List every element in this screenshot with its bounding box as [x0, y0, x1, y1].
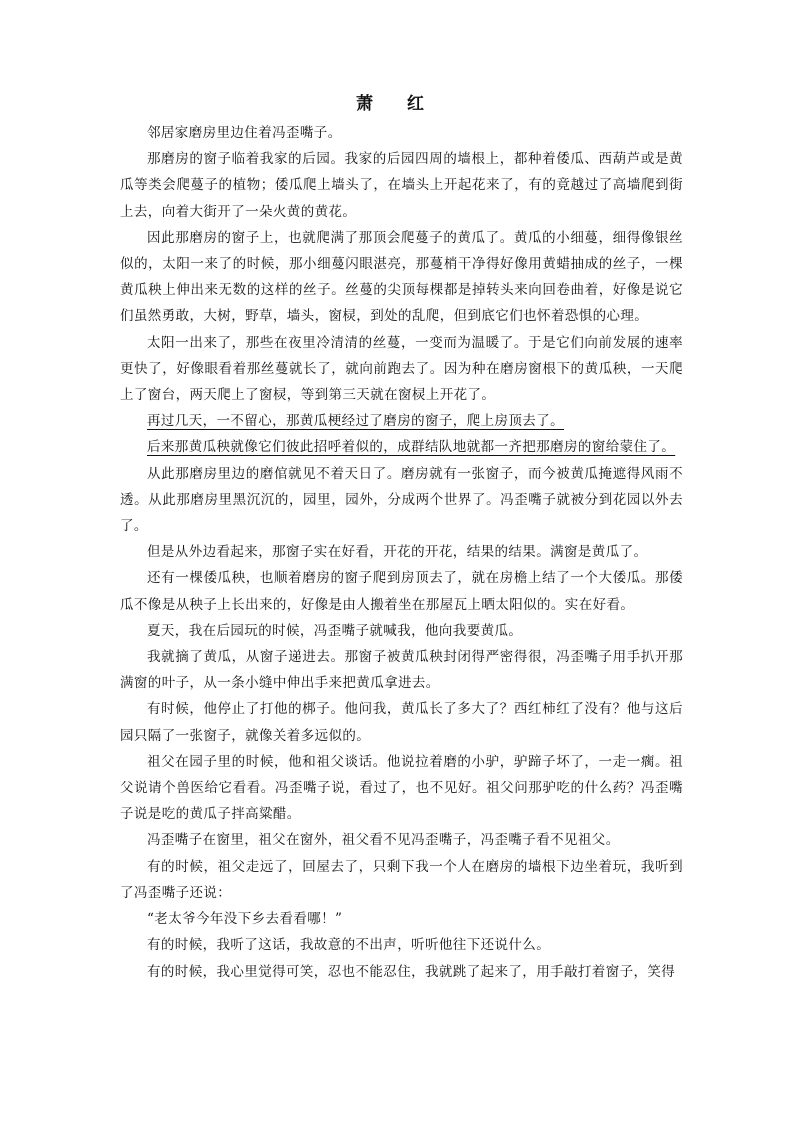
paragraph: 有的时候，祖父走远了，回屋去了，只剩下我一个人在磨房的墙根下边坐着玩，我听到了冯歪嘴子还说：: [120, 858, 683, 901]
article-body: [120, 120, 683, 985]
paragraph: 因此那磨房的窗子上，也就爬满了那顶会爬蔓子的黄瓜了。黄瓜的小细蔓，细得像银丝似的，太阳一来了的时候，那小细蔓闪眼湛亮，那蔓梢干净得好像用黄蜡抽成的丝子，一棵黄瓜秧上伸出来无数的这样的丝子。丝蔓的尖顶每棵都是掉转头来向回卷曲着，好像是说它们虽然勇敢，大树，野草，墙头，窗棂，到处的乱爬，但到底它们也怀着恐惧的心理。: [120, 229, 683, 325]
paragraph: 夏天，我在后园玩的时候，冯歪嘴子就喊我，他向我要黄瓜。: [147, 622, 523, 639]
underlined-sentence: 再过几天，一不留心，那黄瓜梗经过了磨房的窗子，爬上房顶去了。: [147, 413, 564, 430]
paragraph: 我就摘了黄瓜，从窗子递进去。那窗子被黄瓜秧封闭得严密得很，冯歪嘴子用手扒开那满窗的叶子，从一条小缝中伸出手来把黄瓜拿进去。: [120, 649, 683, 692]
paragraph: 从此那磨房里边的磨倌就见不着天日了。磨房就有一张窗子，而今被黄瓜掩遮得风雨不透。从此那磨房里黑沉沉的，园里，园外，分成两个世界了。冯歪嘴子就被分到花园以外去了。: [120, 465, 683, 535]
paragraph: 有的时候，我心里觉得可笑，忍也不能忍住，我就跳了起来了，用手敲打着窗子，笑得: [147, 963, 676, 980]
paragraph: 还有一棵倭瓜秧，也顺着磨房的窗子爬到房顶去了，就在房檐上结了一个大倭瓜。那倭瓜不像是从秧子上长出来的，好像是由人搬着坐在那屋瓦上晒太阳似的。实在好看。: [120, 570, 683, 613]
paragraph: 邻居家磨房里边住着冯歪嘴子。: [147, 125, 342, 141]
underlined-paragraph: [120, 408, 683, 434]
paragraph: 有时候，他停止了打他的梆子。他问我，黄瓜长了多大了？西红柿红了没有？他与这后园只隔了一张窗子，就像关着多远似的。: [120, 701, 683, 744]
paragraph: 但是从外边看起来，那窗子实在好看，开花的开花，结果的结果。满窗是黄瓜了。: [147, 544, 648, 561]
paragraph: 有的时候，我听了这话，我故意的不出声，听听他往下还说什么。: [147, 937, 551, 954]
underlined-sentence: 后来那黄瓜秧就像它们彼此招呼着似的，成群结队地就都一齐把那磨房的窗给蒙住了。: [147, 439, 676, 456]
paragraph: 祖父在园子里的时候，他和祖父谈话。他说拉着磨的小驴，驴蹄子坏了，一走一瘸。祖父说请个兽医给它看看。冯歪嘴子说，看过了，也不见好。祖父问那驴吃的什么药？冯歪嘴子说是吃的黄瓜子拌高粱醋。: [120, 753, 683, 823]
paragraph: 太阳一出来了，那些在夜里冷清清的丝蔓，一变而为温暖了。于是它们向前发展的速率更快了，好像眼看着那丝蔓就长了，就向前跑去了。因为种在磨房窗根下的黄瓜秧，一天爬上了窗台，两天爬上了窗棂，等到第三天就在窗棂上开花了。: [120, 334, 683, 404]
underlined-paragraph: [120, 434, 683, 460]
paragraph: 冯歪嘴子在窗里，祖父在窗外，祖父看不见冯歪嘴子，冯歪嘴子看不见祖父。: [147, 832, 620, 849]
quoted-speech: “老太爷今年没下乡去看看哪！”: [147, 911, 343, 928]
page-title: 萧 红: [356, 94, 438, 114]
paragraph: 那磨房的窗子临着我家的后园。我家的后园四周的墙根上，都种着倭瓜、西葫芦或是黄瓜等类会爬蔓子的植物；倭瓜爬上墙头了，在墙头上开起花来了，有的竟越过了高墙爬到街上去，向着大街开了一朵火黄的黄花。: [120, 151, 683, 220]
